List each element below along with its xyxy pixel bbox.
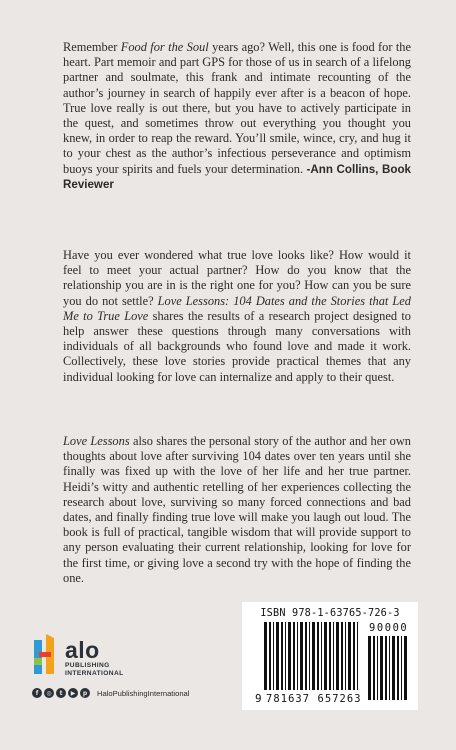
blurb-2-body: also shares the personal story of the author and her own thoughts about love after surviving 104 dates over ten years until she finally was fixed up with the love of her life and her true partner. Heidi’s witty and authentic retelling of her experiences collecting the research about love, surviving so many forced connections and bad dates, and finally finding true love will make you laugh out loud. The book is full of practical, tangible wisdom that will provide support to any person evaluating their current relationship, looking for love for the first time, or giving love a second try with the hope of finding the one. (63, 434, 411, 585)
review-book-reference: Food for the Soul (120, 40, 209, 54)
review-attribution: -Ann Collins, Book Reviewer (63, 162, 411, 191)
pinterest-icon: p (80, 688, 90, 698)
barcode-bar (333, 622, 334, 690)
barcode-first-digit: 9 (255, 692, 262, 705)
barcode-addon-digits: 90000 (369, 622, 409, 634)
barcode-bar (341, 622, 343, 690)
barcode-bar (273, 622, 274, 690)
barcode-bar (373, 636, 375, 700)
barcode-bar (336, 622, 339, 690)
barcode-bar (348, 622, 351, 690)
book-title-italic: Love Lessons: 104 Dates and the Stories that Led Me to True Love (63, 293, 411, 323)
barcode-bar (353, 622, 355, 690)
publisher-name-sub-2: INTERNATIONAL (65, 670, 124, 677)
barcode-bar (288, 622, 291, 690)
barcode-bar (404, 636, 407, 700)
barcode-bar (293, 622, 295, 690)
instagram-icon: ◎ (44, 688, 54, 698)
barcode-bar (377, 636, 378, 700)
social-links (32, 687, 189, 699)
blurb-paragraph-2 (63, 434, 411, 586)
blurb-1-body: shares the results of a research project designed to help answer these questions through many conversations with individuals of all backgrounds who found love and made it work. Collectively, these love stories provide practical themes that any individual looking for love can internalize and apply to their quest. (63, 308, 411, 384)
barcode-bar (276, 622, 279, 690)
barcode-bar (269, 622, 271, 690)
isbn-barcode (242, 602, 418, 710)
isbn-label: ISBN 978-1-63765-726-3 (260, 608, 400, 619)
barcode-bar (312, 622, 315, 690)
barcode-main-digits: 781637 657263 (266, 693, 362, 705)
barcode-bar (389, 636, 390, 700)
logo-h-crossbar (39, 652, 51, 657)
barcode-bar (357, 622, 358, 690)
barcode-bar (285, 622, 286, 690)
barcode-bar (329, 622, 331, 690)
barcode-bar (401, 636, 402, 700)
publisher-handle: HaloPublishingInternational (97, 688, 190, 698)
twitter-icon: t (56, 688, 66, 698)
barcode-bar (321, 622, 322, 690)
blurb-1-intro: Have you ever wondered what true love looks like? How would it feel to meet your actual partner? How do you know that the relationship you are in is the right one for you? How can you be sure you do not settle? (63, 248, 411, 308)
book-short-title-italic: Love Lessons (63, 434, 130, 448)
barcode-bar (309, 622, 310, 690)
barcode-bar (345, 622, 346, 690)
youtube-icon: ▶ (68, 688, 78, 698)
barcode-bar (380, 636, 383, 700)
barcode-bar (392, 636, 395, 700)
barcode-bar (385, 636, 387, 700)
facebook-icon: f (32, 688, 42, 698)
barcode-bar (368, 636, 371, 700)
barcode-bar (264, 622, 267, 690)
publisher-name-main: alo (65, 637, 100, 663)
publisher-name (65, 638, 124, 678)
barcode-bar (397, 636, 399, 700)
review-lead: Remember (63, 40, 121, 54)
logo-h-accent (34, 658, 42, 665)
barcode-bar (297, 622, 298, 690)
barcode-bar (324, 622, 327, 690)
barcode-bar (281, 622, 283, 690)
barcode-bar (305, 622, 307, 690)
review-paragraph (63, 40, 411, 192)
blurb-paragraph-1 (63, 248, 411, 385)
review-body: years ago? Well, this one is food for the heart. Part memoir and part GPS for those of us in search of a lifelong partner and soulmate, this frank and intimate recounting of the author’s journey in search of happily ever after is a beacon of hope. True love really is out there, but you have to actively participate in the quest, and sometimes throw out everything you thought you knew, in order to reap the reward. You’ll smile, wince, cry, and hug it to your chest as the author’s infectious perseverance and optimism buoys your spirits and fuels your determination. (63, 40, 411, 176)
barcode-bar (300, 622, 303, 690)
barcode-bar (317, 622, 319, 690)
publisher-name-sub-1: PUBLISHING (65, 662, 110, 669)
